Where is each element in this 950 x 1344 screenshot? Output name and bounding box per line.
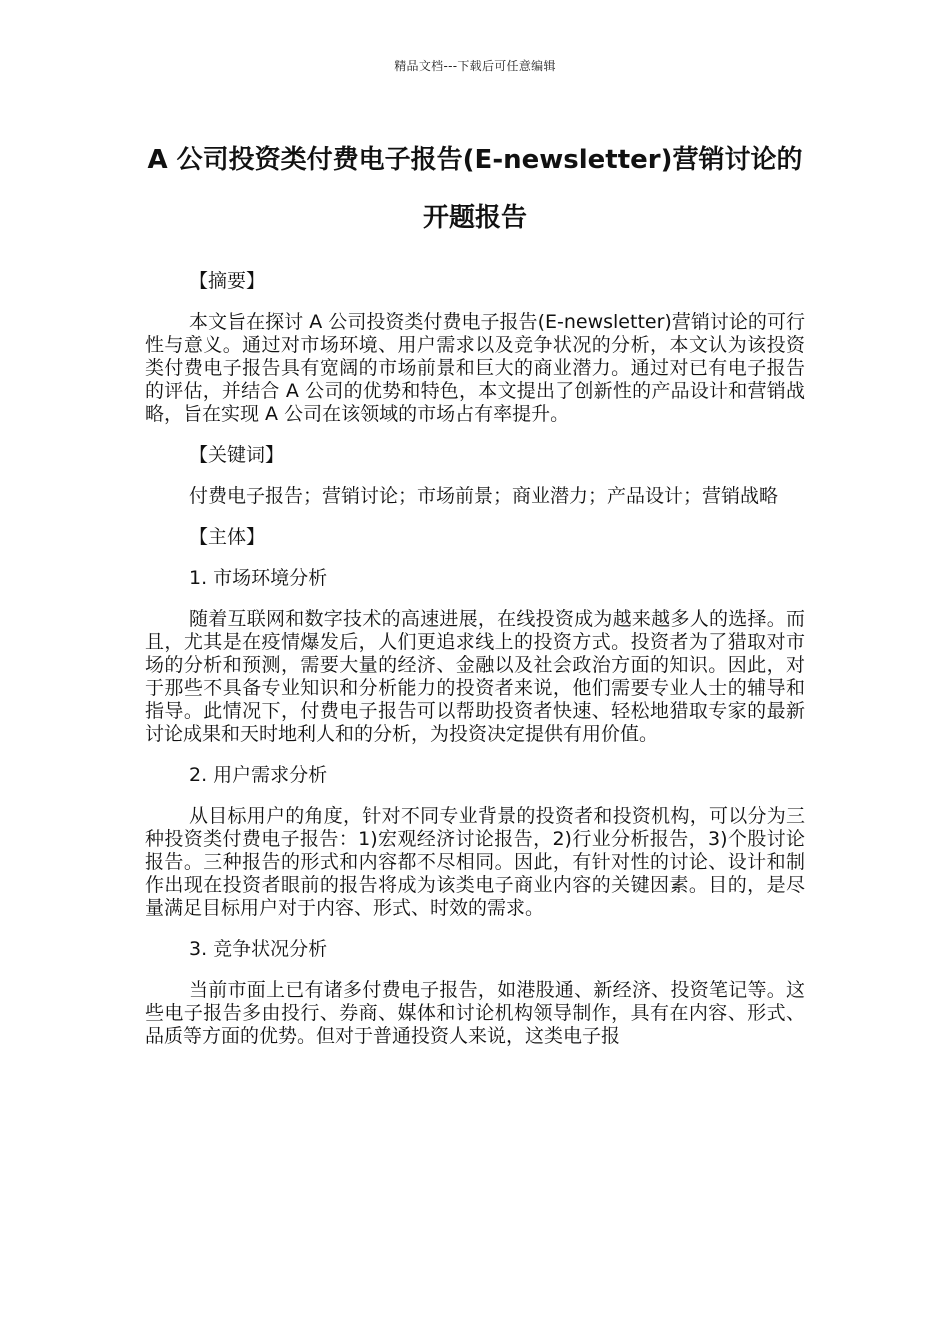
keywords-label: 【关键词】	[189, 444, 285, 466]
abstract-label: 【摘要】	[189, 270, 266, 292]
header-note: 精品文档---下载后可任意编辑	[394, 59, 556, 73]
abstract-text: 本文旨在探讨 A 公司投资类付费电子报告(E-newsletter)营销讨论的可行性与意义。通过对市场环境、用户需求以及竞争状况的分析，本文认为该投资类付费电子报告具有宽阔的市场前景和巨大的商业潜力。通过对已有电子报告的评估，并结合 A 公司的优势和特色，本文提出了创新性的产品设计和营销战略，旨在实现 A 公司在该领域的市场占有率提升。	[145, 311, 805, 425]
document-title: A 公司投资类付费电子报告(E-newsletter)营销讨论的开题报告	[147, 145, 803, 233]
section-heading: 3. 竞争状况分析	[189, 938, 328, 960]
section-text: 当前市面上已有诸多付费电子报告，如港股通、新经济、投资笔记等。这些电子报告多由投行、券商、媒体和讨论机构领导制作，具有在内容、形式、品质等方面的优势。但对于普通投资人来说，这类电子报	[145, 979, 805, 1047]
section-heading: 2. 用户需求分析	[189, 764, 328, 786]
section-text: 随着互联网和数字技术的高速进展，在线投资成为越来越多人的选择。而且，尤其是在疫情爆发后，人们更追求线上的投资方式。投资者为了猎取对市场的分析和预测，需要大量的经济、金融以及社会政治方面的知识。因此，对于那些不具备专业知识和分析能力的投资者来说，他们需要专业人士的辅导和指导。此情况下，付费电子报告可以帮助投资者快速、轻松地猎取专家的最新讨论成果和天时地利人和的分析，为投资决定提供有用价值。	[145, 608, 805, 745]
document-body	[145, 270, 805, 1066]
section-heading: 1. 市场环境分析	[189, 567, 328, 589]
section-text: 从目标用户的角度，针对不同专业背景的投资者和投资机构，可以分为三种投资类付费电子报告：1)宏观经济讨论报告，2)行业分析报告，3)个股讨论报告。三种报告的形式和内容都不尽相同。因此，有针对性的讨论、设计和制作出现在投资者眼前的报告将成为该类电子商业内容的关键因素。目的，是尽量满足目标用户对于内容、形式、时效的需求。	[145, 805, 805, 919]
keywords-text: 付费电子报告；营销讨论；市场前景；商业潜力；产品设计；营销战略	[189, 485, 779, 507]
main-label: 【主体】	[189, 526, 266, 548]
